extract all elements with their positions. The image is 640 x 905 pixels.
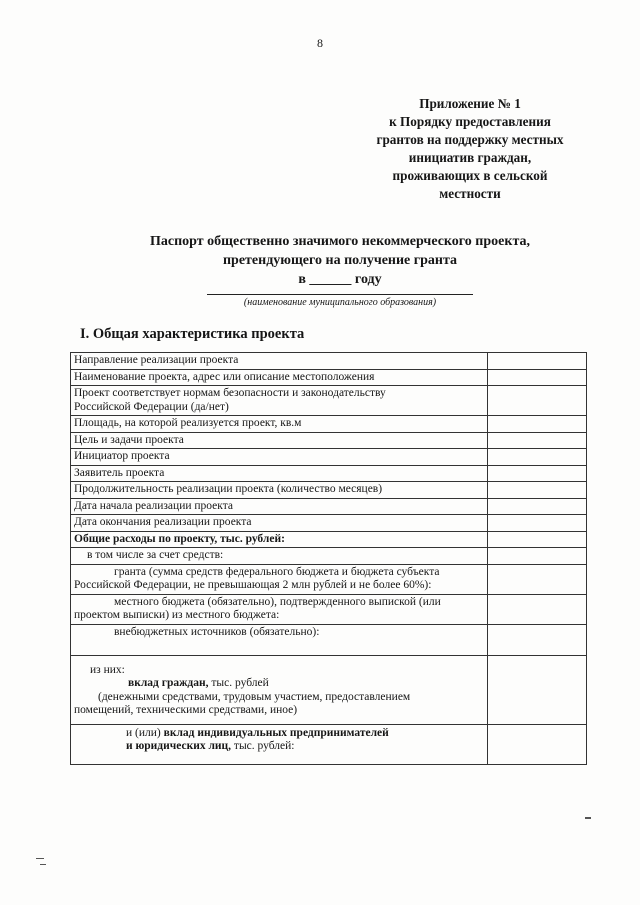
table-row bbox=[71, 624, 587, 655]
row-label: Инициатор проекта bbox=[71, 449, 488, 466]
row-value-cell[interactable] bbox=[488, 624, 587, 655]
row-value-cell[interactable] bbox=[488, 531, 587, 548]
table-row bbox=[71, 498, 587, 515]
row-value-cell[interactable] bbox=[488, 594, 587, 624]
row-value-cell[interactable] bbox=[488, 432, 587, 449]
project-characteristics-table bbox=[70, 352, 587, 765]
table-row bbox=[71, 531, 587, 548]
row-label: Проект соответствует нормам безопасности и законодательству Российской Федерации (да/нет) bbox=[71, 386, 488, 416]
row-label: и (или) вклад индивидуальных предпринимателей и юридических лиц, тыс. рублей: bbox=[71, 724, 488, 764]
section-title: I. Общая характеристика проекта bbox=[80, 326, 305, 342]
row-value-cell[interactable] bbox=[488, 498, 587, 515]
appendix-line: местности bbox=[439, 186, 501, 201]
table-row bbox=[71, 548, 587, 565]
table-row bbox=[71, 655, 587, 724]
passport-title-line3: в ______ году bbox=[298, 272, 382, 287]
table-row bbox=[71, 432, 587, 449]
scan-mark bbox=[36, 858, 44, 859]
table-row bbox=[71, 449, 587, 466]
page-number: 8 bbox=[317, 36, 323, 50]
row-label: Дата окончания реализации проекта bbox=[71, 515, 488, 532]
table-row bbox=[71, 515, 587, 532]
row-label: Направление реализации проекта bbox=[71, 353, 488, 370]
row-label: Продолжительность реализации проекта (количество месяцев) bbox=[71, 482, 488, 499]
row-value-cell[interactable] bbox=[488, 724, 587, 764]
table-row bbox=[71, 594, 587, 624]
row-value-cell[interactable] bbox=[488, 386, 587, 416]
appendix-line: грантов на поддержку местных bbox=[376, 132, 564, 147]
row-value-cell[interactable] bbox=[488, 548, 587, 565]
table-row bbox=[71, 564, 587, 594]
table-row bbox=[71, 416, 587, 433]
row-value-cell[interactable] bbox=[488, 416, 587, 433]
row-label: гранта (сумма средств федерального бюджета и бюджета субъекта Российской Федерации, не превышающая 2 млн рублей и не более 60%): bbox=[71, 564, 488, 594]
row-value-cell[interactable] bbox=[488, 655, 587, 724]
table-row bbox=[71, 724, 587, 764]
appendix-line: к Порядку предоставления bbox=[389, 114, 551, 129]
row-value-cell[interactable] bbox=[488, 465, 587, 482]
row-label: внебюджетных источников (обязательно): bbox=[71, 624, 488, 655]
row-label: Наименование проекта, адрес или описание местоположения bbox=[71, 369, 488, 386]
table-row bbox=[71, 465, 587, 482]
row-value-cell[interactable] bbox=[488, 482, 587, 499]
row-label: Общие расходы по проекту, тыс. рублей: bbox=[71, 531, 488, 548]
row-label: Дата начала реализации проекта bbox=[71, 498, 488, 515]
row-value-cell[interactable] bbox=[488, 369, 587, 386]
row-label: из них: вклад граждан, тыс. рублей (денежными средствами, трудовым участием, предоставлением помещений, техническими средствами, иное) bbox=[71, 655, 488, 724]
scan-mark bbox=[40, 864, 46, 865]
appendix-line: проживающих в сельской bbox=[392, 168, 548, 183]
appendix-line: инициатив граждан, bbox=[408, 150, 532, 165]
table-row bbox=[71, 386, 587, 416]
row-label: Площадь, на которой реализуется проект, кв.м bbox=[71, 416, 488, 433]
table-row bbox=[71, 482, 587, 499]
row-label: в том числе за счет средств: bbox=[71, 548, 488, 565]
municipality-caption: (наименование муниципального образования) bbox=[243, 297, 437, 308]
scan-mark bbox=[585, 817, 591, 819]
row-value-cell[interactable] bbox=[488, 449, 587, 466]
appendix-line: Приложение № 1 bbox=[419, 96, 521, 111]
passport-title-line2: претендующего на получение гранта bbox=[222, 253, 458, 268]
row-label: Цель и задачи проекта bbox=[71, 432, 488, 449]
row-label: местного бюджета (обязательно), подтвержденного выпиской (или проектом выписки) из местного бюджета: bbox=[71, 594, 488, 624]
table-row bbox=[71, 369, 587, 386]
municipality-underline bbox=[207, 294, 473, 295]
row-label: Заявитель проекта bbox=[71, 465, 488, 482]
appendix-header bbox=[350, 95, 590, 203]
passport-title bbox=[90, 232, 590, 289]
row-value-cell[interactable] bbox=[488, 353, 587, 370]
row-value-cell[interactable] bbox=[488, 515, 587, 532]
passport-title-line1: Паспорт общественно значимого некоммерческого проекта, bbox=[150, 234, 530, 249]
table-row bbox=[71, 353, 587, 370]
row-value-cell[interactable] bbox=[488, 564, 587, 594]
